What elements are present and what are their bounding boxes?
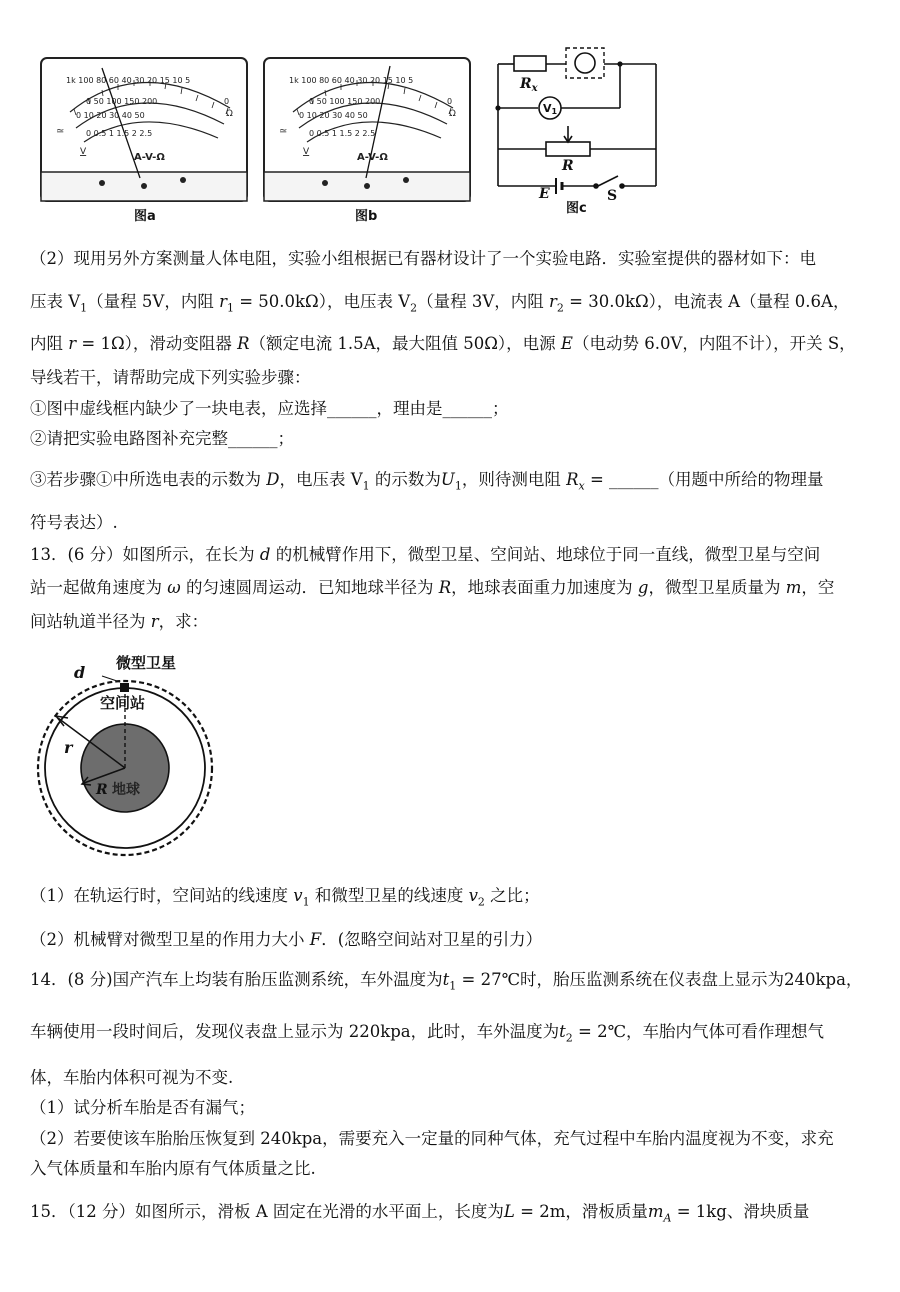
q12-intro-line3: 内阻 r = 1Ω），滑动变阻器 R（额定电流 1.5A，最大阻值 50Ω），电源 E（电动势 6.0V，内阻不计），开关 S， [30,334,856,353]
svg-text:Ω: Ω [449,109,456,119]
svg-text:A-V-Ω: A-V-Ω [357,152,388,163]
circuit-e-label: E [539,186,550,202]
orbit-d-label: d [74,663,86,682]
q14-ask2-cont: 入气体质量和车胎内原有气体质量之比. [30,1159,316,1178]
meter-a-ohm-zero: 0 [224,97,230,106]
circuit-c-label: 图c [566,201,587,216]
q14-line2: 车辆使用一段时间后，发现仪表盘上显示为 220kpa，此时，车外温度为$t_2$ = 2℃，车胎内气体可看作理想气 [30,1022,825,1045]
meter-a-dc-symbol: V [80,147,87,157]
q12-step3: ③若步骤①中所选电表的示数为 D，电压表 $V_1$ 的示数为$U_1$，则待测电阻 $R_x$ = ______（用题中所给的物理量 [30,470,824,493]
circuit-r-label: R [562,158,574,174]
svg-text:0 0.5 1 1.5 2 2.5: 0 0.5 1 1.5 2 2.5 [86,129,153,138]
q12-intro-line1: （2）现用另外方案测量人体电阻，实验小组根据已有器材设计了一个实验电路．实验室提供的器材如下：电 [30,249,816,268]
q12-step2: ②请把实验电路图补充完整______； [30,429,294,448]
meter-a-label: 图a [134,209,156,224]
q15-line1: 15．（12 分）如图所示，滑板 A 固定在光滑的水平面上，长度为L = 2m，滑板质量$m_A = 1kg$、滑块质量 [30,1202,810,1225]
circuit-rx-label: $R_x$ [520,76,538,94]
meter-a-ohm-unit: Ω [226,109,233,119]
q13-line3: 间站轨道半径为 r，求： [30,612,209,631]
q14-line3: 体，车胎内体积可视为不变. [30,1068,234,1087]
meter-b-label: 图b [355,209,378,224]
meter-b [264,58,470,201]
circuit-c [496,48,656,194]
svg-text:≃: ≃ [279,126,288,137]
svg-text:0 0.5 1 1.5 2 2.5: 0 0.5 1 1.5 2 2.5 [309,129,376,138]
meter-b-ohm-scale: 1k 100 80 60 40 30 20 15 10 5 [289,76,414,85]
svg-text:0 50 100 150 200: 0 50 100 150 200 [309,97,381,106]
q12-step1: ①图中虚线框内缺少了一块电表，应选择______，理由是______； [30,399,509,418]
q14-line1: 14．(8 分)国产汽车上均装有胎压监测系统，车外温度为$t_1$ = 27℃时，胎压监测系统在仪表盘上显示为240kpa， [30,970,863,993]
q14-ask2: （2）若要使该车胎胎压恢复到 240kpa，需要充入一定量的同种气体，充气过程中车胎内温度视为不变，求充 [30,1129,834,1148]
q12-intro-line4: 导线若干，请帮助完成下列实验步骤： [30,368,311,387]
circuit-s-label: S [607,188,618,204]
q14-ask1: （1）试分析车胎是否有漏气； [30,1098,255,1117]
meter-a-ac-symbol: ≃ [56,126,65,137]
q13-line2: 站一起做角速度为 ω 的匀速圆周运动．已知地球半径为 R，地球表面重力加速度为 g，微型卫星质量为 m，空 [30,578,835,597]
q13-ask1: （1）在轨运行时，空间站的线速度 $v_1$ 和微型卫星的线速度 $v_2$ 之比； [30,886,540,909]
q12-intro-line2: 压表 $V_1$（量程 5V，内阻 $r_1 = 50.0k\Omega$），电压表 $V_2$（量程 3V，内阻 $r_2 = 30.0k\Omega$），电流表 A（量程 0.6A， [30,292,850,315]
q13-line1: 13．(6 分）如图所示，在长为 d 的机械臂作用下，微型卫星、空间站、地球位于同一直线，微型卫星与空间 [30,545,821,564]
svg-text:0 10 20 30 40 50: 0 10 20 30 40 50 [299,111,368,120]
circuit-v1-label: V1 [543,102,558,116]
q12-step3-cont: 符号表达）. [30,513,118,532]
meter-a-brand: A-V-Ω [134,152,165,163]
meter-a-ohm-scale: 1k 100 80 60 40 30 20 15 10 5 [66,76,191,85]
orbit-r-label: r [64,738,73,757]
meter-a-dc-scale: 0 50 100 150 200 [86,97,158,106]
svg-text:V: V [303,147,310,157]
q13-ask2: （2）机械臂对微型卫星的作用力大小 F．(忽略空间站对卫星的引力） [30,930,543,949]
meter-a [41,58,247,201]
orbit-R-label: R [96,782,108,798]
svg-text:0 10 20 30 40 50: 0 10 20 30 40 50 [76,111,145,120]
orbit-earth-label: 地球 [112,782,140,798]
orbit-station-label: 空间站 [100,694,146,712]
orbit-figure [20,648,230,863]
orbit-satellite-label: 微型卫星 [116,654,177,672]
figure-row [0,0,900,230]
svg-text:0: 0 [447,97,453,106]
